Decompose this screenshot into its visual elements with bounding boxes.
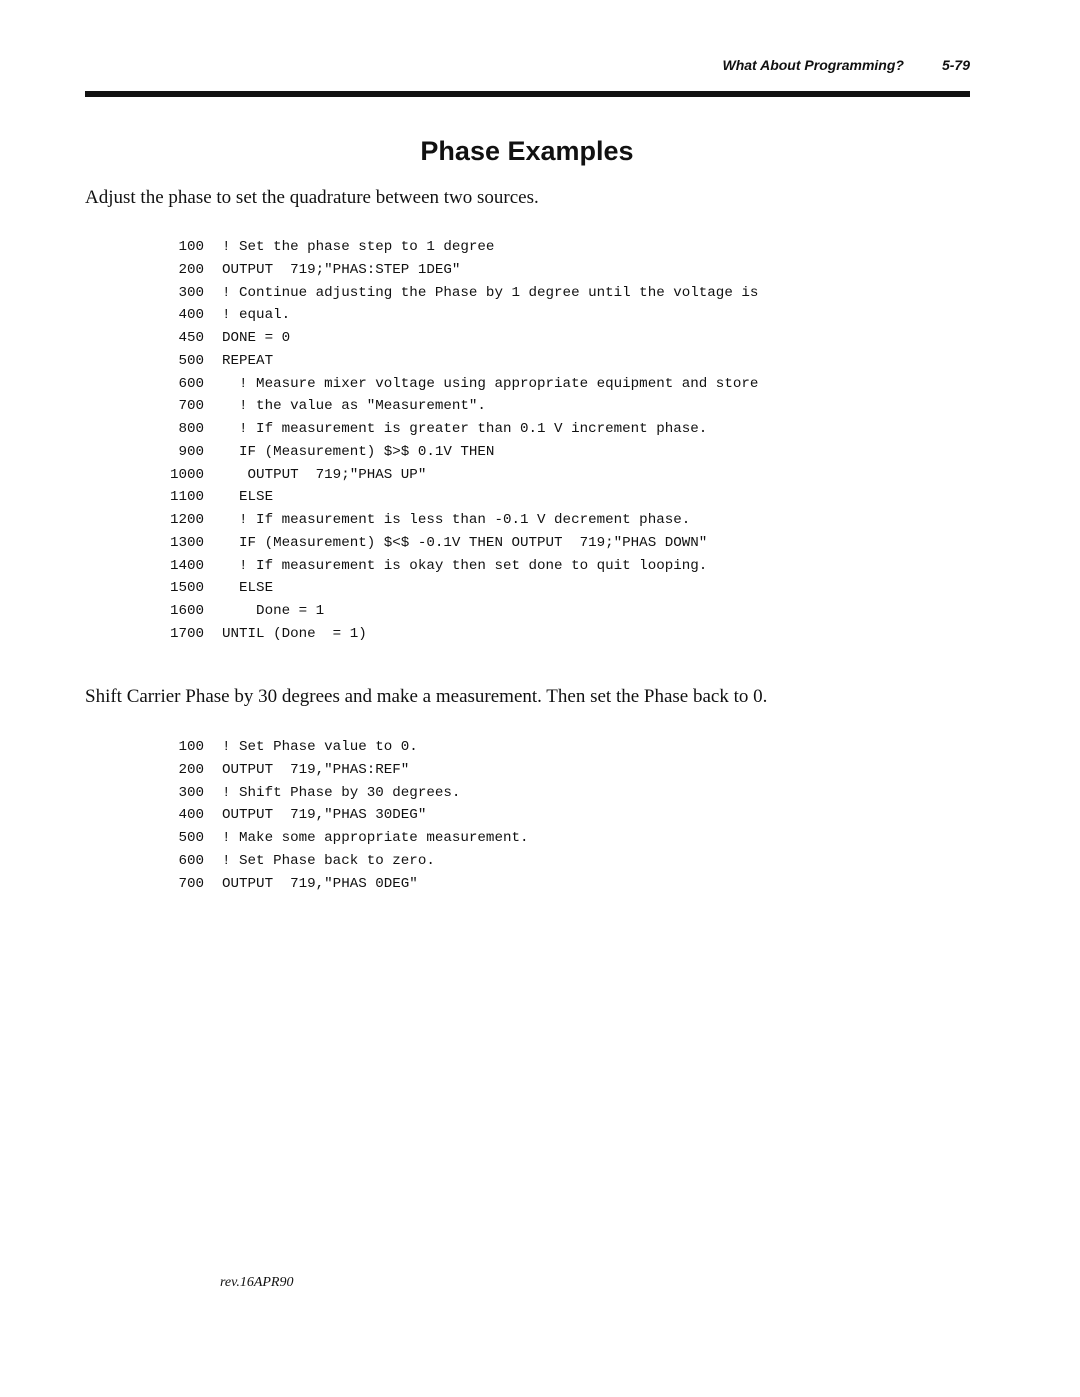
code-listing-1 bbox=[160, 236, 758, 646]
header-section-title: What About Programming? bbox=[722, 57, 904, 73]
line-code: ! If measurement is greater than 0.1 V increment phase. bbox=[222, 421, 708, 437]
line-code: IF (Measurement) $<$ -0.1V THEN OUTPUT 719;"PHAS DOWN" bbox=[222, 534, 708, 551]
line-code: ELSE bbox=[222, 489, 274, 506]
line-code: ! Continue adjusting the Phase by 1 degree until the voltage is bbox=[222, 284, 759, 301]
line-code: REPEAT bbox=[222, 352, 274, 369]
code-line bbox=[160, 509, 758, 532]
code-line bbox=[160, 373, 758, 396]
code-line bbox=[160, 532, 758, 555]
line-number: 700 bbox=[178, 875, 204, 892]
code-line bbox=[160, 395, 758, 418]
line-number: 900 bbox=[178, 443, 204, 460]
code-line bbox=[160, 782, 529, 805]
line-number: 100 bbox=[178, 739, 204, 755]
line-code: ! Make some appropriate measurement. bbox=[222, 830, 529, 846]
line-number: 300 bbox=[178, 784, 204, 801]
line-number: 1600 bbox=[169, 603, 204, 619]
line-code: Done = 1 bbox=[222, 603, 325, 619]
line-code: ELSE bbox=[222, 580, 274, 597]
line-code: ! Measure mixer voltage using appropriate equipment and store bbox=[222, 375, 759, 392]
code-line bbox=[160, 736, 529, 759]
line-code: OUTPUT 719;"PHAS UP" bbox=[222, 466, 427, 483]
code-line bbox=[160, 555, 758, 578]
code-line bbox=[160, 350, 758, 373]
line-number: 500 bbox=[178, 830, 204, 846]
line-number: 450 bbox=[178, 330, 204, 346]
line-code: DONE = 0 bbox=[222, 330, 291, 346]
code-line bbox=[160, 827, 529, 850]
code-line bbox=[160, 464, 758, 487]
line-number: 1000 bbox=[169, 466, 204, 483]
line-number: 500 bbox=[178, 352, 204, 369]
code-line bbox=[160, 259, 758, 282]
code-line bbox=[160, 282, 758, 305]
line-code: OUTPUT 719,"PHAS 0DEG" bbox=[222, 875, 418, 892]
line-number: 700 bbox=[178, 398, 204, 415]
code-line bbox=[160, 304, 758, 327]
line-number: 400 bbox=[178, 807, 204, 824]
line-number: 200 bbox=[178, 261, 204, 278]
code-line bbox=[160, 804, 529, 827]
line-code: OUTPUT 719,"PHAS 30DEG" bbox=[222, 807, 427, 824]
header-rule bbox=[85, 91, 970, 97]
line-number: 1300 bbox=[169, 534, 204, 551]
code-line bbox=[160, 327, 758, 350]
line-number: 100 bbox=[178, 239, 204, 255]
revision-note: rev.16APR90 bbox=[220, 1275, 294, 1290]
line-number: 600 bbox=[178, 375, 204, 392]
line-code: ! If measurement is okay then set done to quit looping. bbox=[222, 557, 708, 574]
line-number: 1400 bbox=[169, 557, 204, 574]
line-number: 300 bbox=[178, 284, 204, 301]
running-header bbox=[723, 57, 971, 73]
line-number: 1100 bbox=[169, 489, 204, 506]
line-code: IF (Measurement) $>$ 0.1V THEN bbox=[222, 443, 495, 460]
line-number: 1500 bbox=[169, 580, 204, 597]
line-number: 800 bbox=[178, 421, 204, 437]
code-line bbox=[160, 577, 758, 600]
line-code: ! Shift Phase by 30 degrees. bbox=[222, 784, 461, 801]
code-line bbox=[160, 486, 758, 509]
line-code: ! If measurement is less than -0.1 V decrement phase. bbox=[222, 512, 691, 528]
line-code: UNTIL (Done = 1) bbox=[222, 625, 367, 642]
code-line bbox=[160, 418, 758, 441]
code-line bbox=[160, 850, 529, 873]
code-line bbox=[160, 873, 529, 896]
line-number: 1200 bbox=[169, 512, 204, 528]
section1-intro: Adjust the phase to set the quadrature between two sources. bbox=[85, 187, 539, 208]
code-line bbox=[160, 600, 758, 623]
section2-intro: Shift Carrier Phase by 30 degrees and make a measurement. Then set the Phase back to 0. bbox=[85, 686, 768, 707]
line-code: OUTPUT 719,"PHAS:REF" bbox=[222, 761, 410, 778]
code-line bbox=[160, 759, 529, 782]
line-number: 400 bbox=[178, 307, 204, 324]
line-code: OUTPUT 719;"PHAS:STEP 1DEG" bbox=[222, 261, 461, 278]
line-code: ! Set Phase back to zero. bbox=[222, 852, 435, 869]
line-code: ! the value as "Measurement". bbox=[222, 398, 486, 415]
code-line bbox=[160, 441, 758, 464]
line-number: 1700 bbox=[169, 625, 204, 642]
line-code: ! equal. bbox=[222, 307, 291, 324]
code-line bbox=[160, 623, 758, 646]
line-number: 200 bbox=[178, 761, 204, 778]
code-listing-2 bbox=[160, 736, 529, 895]
line-code: ! Set the phase step to 1 degree bbox=[222, 239, 495, 255]
page-title: Phase Examples bbox=[420, 136, 634, 166]
header-page-number: 5-79 bbox=[941, 57, 970, 73]
code-line bbox=[160, 236, 758, 259]
line-number: 600 bbox=[178, 852, 204, 869]
line-code: ! Set Phase value to 0. bbox=[222, 739, 418, 755]
